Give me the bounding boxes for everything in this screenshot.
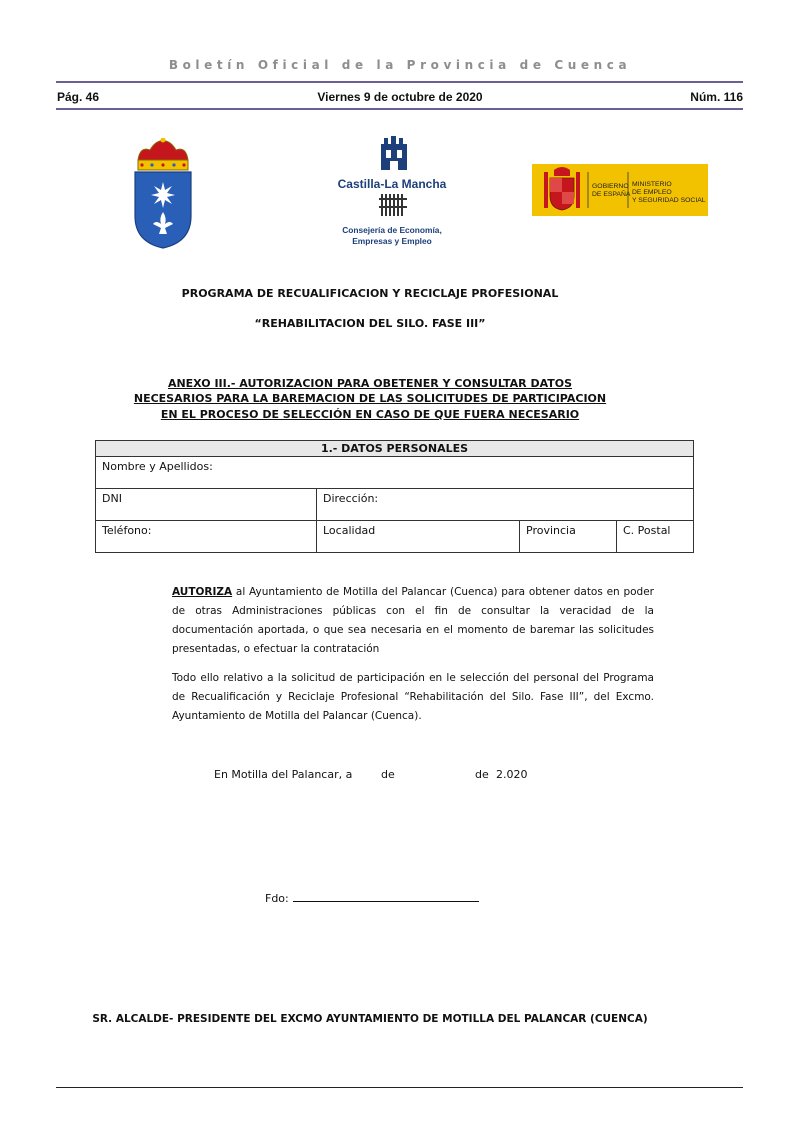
dni-field[interactable] <box>96 489 317 521</box>
postal-code-field[interactable] <box>617 521 694 553</box>
footer-rule <box>56 1087 743 1088</box>
postal-code-label: C. Postal <box>623 524 671 537</box>
annex-title-line3: EN EL PROCESO DE SELECCIÓN EN CASO DE QUE FUERA NECESARIO <box>160 408 580 421</box>
phone-label: Teléfono: <box>102 524 152 537</box>
authorization-paragraph <box>172 583 654 659</box>
annex-title-line1: ANEXO III.- AUTORIZACION PARA OBETENER Y CONSULTAR DATOS <box>167 377 573 390</box>
addressee: SR. ALCALDE- PRESIDENTE DEL EXCMO AYUNTAMIENTO DE MOTILLA DEL PALANCAR (CUENCA) <box>92 1013 648 1025</box>
place-label: En Motilla del Palancar, a <box>214 768 353 781</box>
jccm-name: Castilla-La Mancha <box>337 177 447 191</box>
gobierno-line1: GOBIERNO <box>592 183 629 190</box>
name-label: Nombre y Apellidos: <box>102 460 213 473</box>
town-field[interactable] <box>317 521 520 553</box>
signature-line[interactable] <box>293 891 479 902</box>
town-label: Localidad <box>323 524 376 537</box>
gobierno-line2: DE ESPAÑA <box>592 191 631 198</box>
province-field[interactable] <box>520 521 617 553</box>
dni-label: DNI <box>102 492 122 505</box>
ministerio-line3: Y SEGURIDAD SOCIAL <box>632 197 706 204</box>
issue-date: Viernes 9 de octubre de 2020 <box>317 90 483 104</box>
project-title: “REHABILITACION DEL SILO. FASE III” <box>254 317 486 330</box>
authorize-word: AUTORIZA <box>172 586 233 598</box>
phone-field[interactable] <box>96 521 317 553</box>
personal-data-table <box>95 440 694 553</box>
address-label: Dirección: <box>323 492 379 505</box>
date-de-1: de <box>381 768 395 781</box>
province-label: Provincia <box>526 524 576 537</box>
bulletin-masthead: Boletín Oficial de la Provincia de Cuenca <box>168 58 632 72</box>
program-title: PROGRAMA DE RECUALIFICACION Y RECICLAJE PROFESIONAL <box>181 287 559 300</box>
signature-label: Fdo: <box>265 892 289 905</box>
address-field[interactable] <box>317 489 694 521</box>
gobierno-de-espana-logo <box>532 164 708 216</box>
ministerio-line2: DE EMPLEO <box>632 189 672 196</box>
castilla-la-mancha-logo <box>334 134 454 250</box>
signature-row <box>265 891 479 905</box>
annex-title-line2: NECESARIOS PARA LA BAREMACION DE LAS SOLICITUDES DE PARTICIPACION <box>133 392 607 405</box>
context-paragraph: Todo ello relativo a la solicitud de participación en le selección del personal del Programa de Recualificación y Reciclaje Profesional “Rehabilitación del Silo. Fase III”, del Excmo. Ayuntamiento de Motilla del Palancar (Cuenca). <box>172 672 654 722</box>
name-field[interactable] <box>96 457 694 489</box>
issue-number: Núm. 116 <box>690 90 743 104</box>
jccm-department-line2: Empresas y Empleo <box>352 236 432 246</box>
header-top-rule <box>56 81 743 83</box>
page-number: Pág. 46 <box>57 90 100 104</box>
authorization-text: al Ayuntamiento de Motilla del Palancar (Cuenca) para obtener datos en poder de otras Administraciones públicas con el fin de consultar la veracidad de la documentación aportada, o que sea necesaria en el momento de baremar las solicitudes presentadas, o efectuar la contratación <box>172 586 654 655</box>
jccm-department-line1: Consejería de Economía, <box>342 225 442 235</box>
date-year: 2.020 <box>496 768 528 781</box>
personal-data-header: 1.- DATOS PERSONALES <box>96 441 694 457</box>
date-de-2: de <box>475 768 489 781</box>
municipal-coat-of-arms-logo <box>130 138 196 250</box>
header-bottom-rule <box>56 108 743 110</box>
ministerio-line1: MINISTERIO <box>632 181 672 188</box>
